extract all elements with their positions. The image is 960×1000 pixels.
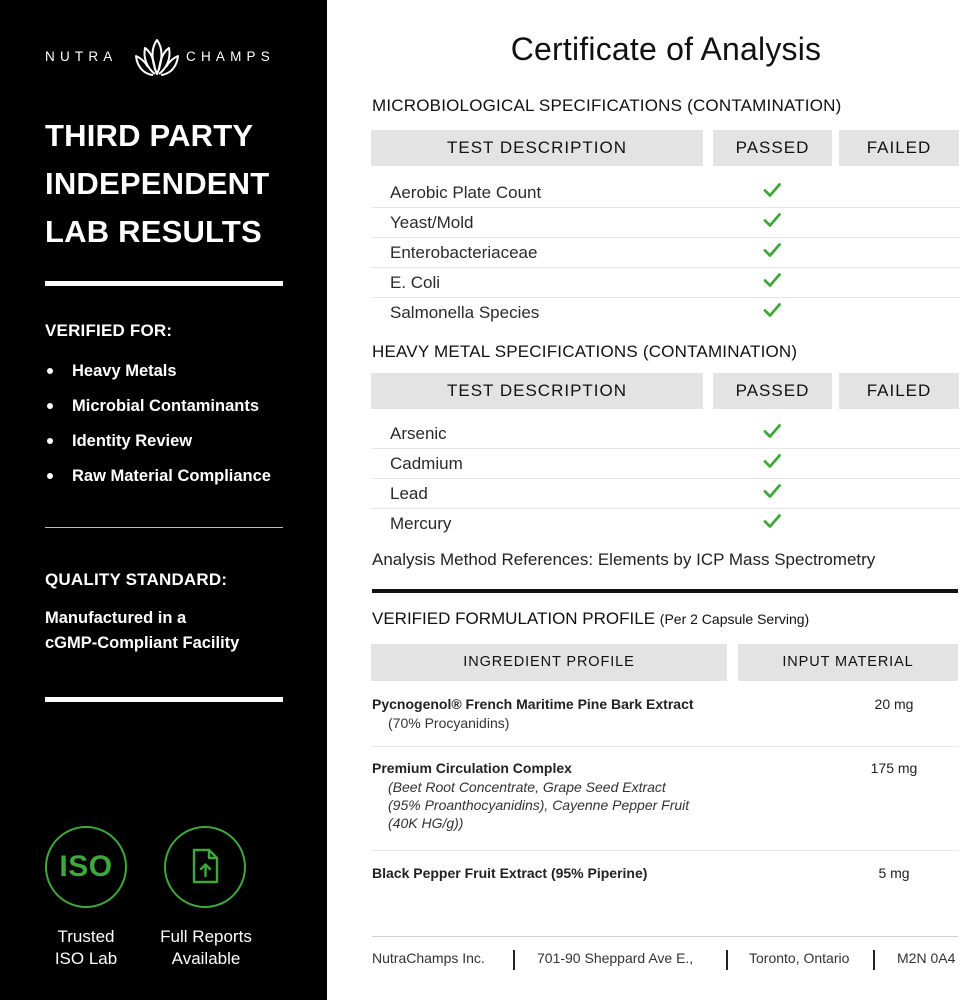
quality-line: cGMP-Compliant Facility — [45, 634, 240, 652]
table-row — [372, 509, 960, 539]
quality-line: Manufactured in a — [45, 609, 187, 627]
brand-name-right: CHAMPS — [186, 49, 275, 64]
table-row — [372, 298, 960, 328]
footer-separator — [513, 950, 515, 970]
micro-results-table — [372, 178, 960, 328]
metal-spec-heading: HEAVY METAL SPECIFICATIONS (CONTAMINATION) — [372, 342, 798, 361]
sidebar-headline — [45, 112, 305, 256]
check-icon — [763, 241, 781, 259]
test-name: Yeast/Mold — [390, 213, 474, 232]
col-ingredient-profile: INGREDIENT PROFILE — [371, 644, 727, 681]
test-name: Lead — [390, 484, 428, 503]
serving-note: (Per 2 Capsule Serving) — [659, 611, 810, 627]
ingredient-amount: 20 mg — [874, 696, 914, 712]
ingredient-row — [372, 696, 958, 747]
footer-company: NutraChamps Inc. — [372, 950, 485, 966]
footer-divider — [372, 936, 958, 937]
footer-city: Toronto, Ontario — [749, 950, 850, 966]
check-icon — [763, 452, 781, 470]
check-icon — [763, 181, 781, 199]
headline-line: LAB RESULTS — [45, 214, 262, 249]
formulation-title: VERIFIED FORMULATION PROFILE — [372, 609, 656, 628]
caption-line: ISO Lab — [54, 949, 118, 968]
lotus-icon — [133, 34, 181, 78]
check-icon — [763, 422, 781, 440]
verified-for-title: VERIFIED FOR: — [45, 321, 173, 340]
detail-line: (40K HG/g)) — [388, 815, 464, 831]
ingredient-detail — [388, 714, 509, 732]
caption-line: Available — [171, 949, 241, 968]
table-row — [372, 238, 960, 268]
micro-col-test: TEST DESCRIPTION — [371, 130, 703, 166]
list-item: Heavy Metals — [45, 358, 315, 393]
detail-line: (Beet Root Concentrate, Grape Seed Extract — [388, 779, 666, 795]
check-icon — [763, 211, 781, 229]
divider — [45, 697, 283, 702]
test-name: Enterobacteriaceae — [390, 243, 538, 262]
test-name: Arsenic — [390, 424, 447, 443]
metal-col-passed: PASSED — [713, 373, 832, 409]
footer-separator — [873, 950, 875, 970]
document-upload-icon — [164, 826, 246, 908]
divider — [372, 589, 958, 593]
ingredient-amount: 5 mg — [878, 865, 910, 881]
quality-standard-text — [45, 606, 239, 656]
footer-address: 701-90 Sheppard Ave E., — [537, 950, 694, 966]
ingredient-name: Premium Circulation Complex — [372, 760, 572, 776]
test-name: Cadmium — [390, 454, 463, 473]
table-row — [372, 419, 960, 449]
detail-line: (95% Proanthocyanidins), Cayenne Pepper Fruit — [388, 797, 690, 813]
ingredient-row — [372, 760, 958, 851]
iso-badge-text: ISO — [59, 850, 113, 883]
document-icon — [191, 848, 219, 884]
page-title: Certificate of Analysis — [510, 31, 822, 67]
check-icon — [763, 482, 781, 500]
micro-col-failed: FAILED — [839, 130, 959, 166]
iso-badge-caption — [36, 926, 136, 970]
test-name: E. Coli — [390, 273, 441, 292]
col-input-material: INPUT MATERIAL — [738, 644, 958, 681]
check-icon — [763, 512, 781, 530]
verified-list — [45, 358, 315, 498]
footer-postal-code: M2N 0A4 — [897, 950, 956, 966]
ingredient-detail — [388, 778, 689, 832]
list-item: Identity Review — [45, 428, 315, 463]
metal-results-table — [372, 419, 960, 539]
ingredient-name: Black Pepper Fruit Extract (95% Piperine) — [372, 865, 648, 881]
ingredient-row — [372, 865, 958, 895]
divider — [45, 527, 283, 528]
check-icon — [763, 271, 781, 289]
quality-standard-title: QUALITY STANDARD: — [45, 570, 228, 589]
analysis-method: Analysis Method References: Elements by ICP Mass Spectrometry — [372, 550, 876, 569]
iso-badge-icon — [45, 826, 127, 908]
metal-col-test: TEST DESCRIPTION — [371, 373, 703, 409]
list-item: Raw Material Compliance — [45, 463, 315, 498]
headline-line: THIRD PARTY — [45, 118, 254, 153]
metal-col-failed: FAILED — [839, 373, 959, 409]
certificate-panel — [327, 0, 960, 1000]
check-icon — [763, 301, 781, 319]
headline-line: INDEPENDENT — [45, 166, 270, 201]
table-row — [372, 178, 960, 208]
list-item: Microbial Contaminants — [45, 393, 315, 428]
test-name: Salmonella Species — [390, 303, 540, 322]
micro-col-passed: PASSED — [713, 130, 832, 166]
ingredient-amount: 175 mg — [870, 760, 918, 776]
caption-line: Trusted — [57, 927, 115, 946]
table-row — [372, 268, 960, 298]
reports-badge-caption — [146, 926, 266, 970]
formulation-heading — [372, 609, 809, 629]
brand-name-left: NUTRA — [45, 49, 118, 64]
sidebar-panel — [0, 0, 327, 1000]
table-row — [372, 479, 960, 509]
test-name: Mercury — [390, 514, 452, 533]
table-row — [372, 449, 960, 479]
caption-line: Full Reports — [160, 927, 252, 946]
footer-separator — [726, 950, 728, 970]
test-name: Aerobic Plate Count — [390, 183, 542, 202]
brand-logo — [45, 34, 285, 82]
divider — [45, 281, 283, 286]
table-row — [372, 208, 960, 238]
micro-spec-heading: MICROBIOLOGICAL SPECIFICATIONS (CONTAMINATION) — [372, 96, 842, 115]
detail-line: (70% Procyanidins) — [388, 715, 510, 731]
ingredient-name: Pycnogenol® French Maritime Pine Bark Extract — [372, 696, 694, 712]
